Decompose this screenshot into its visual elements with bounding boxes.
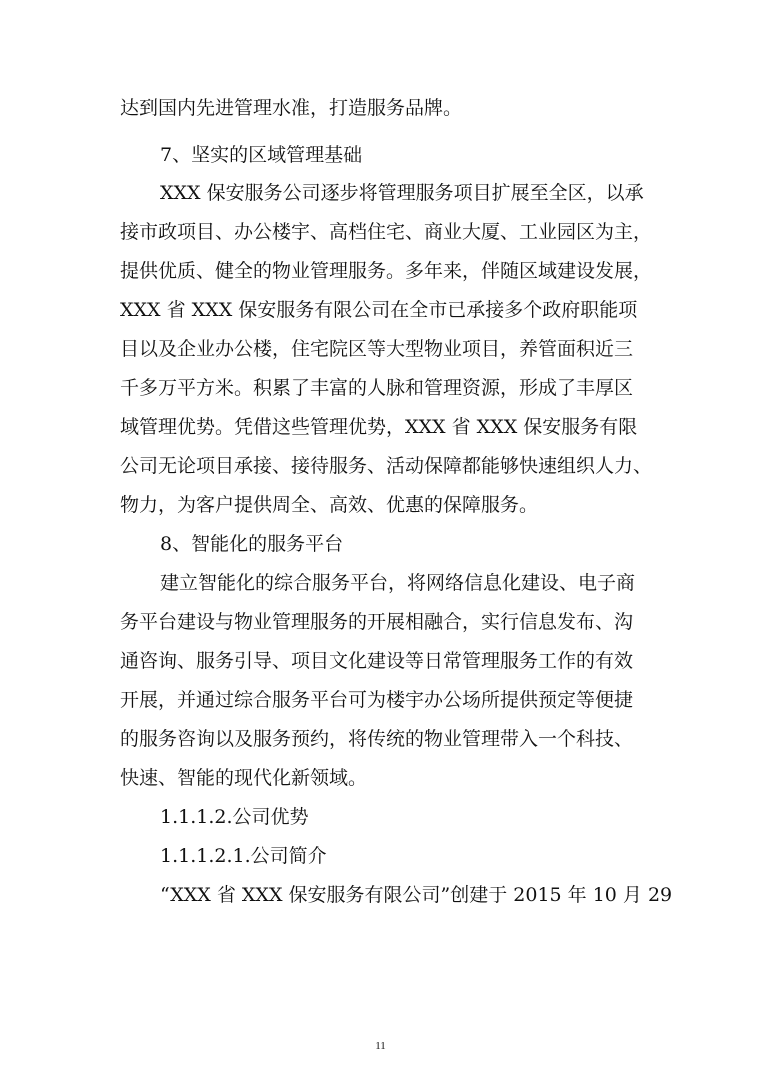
text-line: “XXX 省 XXX 保安服务有限公司”创建于 2015 年 10 月 29 <box>160 884 673 906</box>
subsection-heading: 1.1.1.2.公司优势 <box>160 806 309 828</box>
text-line: 快速、智能的现代化新领域。 <box>120 767 368 789</box>
text-line: 的服务咨询以及服务预约，将传统的物业管理带入一个科技、 <box>120 728 634 750</box>
text-line: 提供优质、健全的物业管理服务。多年来，伴随区域建设发展， <box>120 260 653 282</box>
text-line: 千多万平方米。积累了丰富的人脉和管理资源，形成了丰厚区 <box>120 377 634 399</box>
text-line: 域管理优势。凭借这些管理优势，XXX 省 XXX 保安服务有限 <box>120 416 638 438</box>
page-number: 11 <box>375 1040 386 1052</box>
text-line: XXX 省 XXX 保安服务有限公司在全市已承接多个政府职能项 <box>120 299 638 321</box>
text-line: 物力，为客户提供周全、高效、优惠的保障服务。 <box>120 494 539 516</box>
text-line: 目以及企业办公楼，住宅院区等大型物业项目，养管面积近三 <box>120 338 634 360</box>
text-line: 务平台建设与物业管理服务的开展相融合，实行信息发布、沟 <box>120 611 634 633</box>
text-line: 通咨询、服务引导、项目文化建设等日常管理服务工作的有效 <box>120 650 634 672</box>
section-heading: 8、智能化的服务平台 <box>160 533 344 555</box>
section-heading: 7、坚实的区域管理基础 <box>160 144 363 166</box>
text-line: 接市政项目、办公楼宇、高档住宅、商业大厦、工业园区为主， <box>120 221 653 243</box>
text-line: XXX 保安服务公司逐步将管理服务项目扩展至全区，以承 <box>160 182 644 204</box>
subsection-heading: 1.1.1.2.1.公司简介 <box>160 845 327 867</box>
text-line: 开展，并通过综合服务平台可为楼宇办公场所提供预定等便捷 <box>120 689 634 711</box>
text-line: 建立智能化的综合服务平台，将网络信息化建设、电子商 <box>160 572 636 594</box>
text-line: 公司无论项目承接、接待服务、活动保障都能够快速组织人力、 <box>120 455 653 477</box>
text-line: 达到国内先进管理水准，打造服务品牌。 <box>120 97 463 119</box>
